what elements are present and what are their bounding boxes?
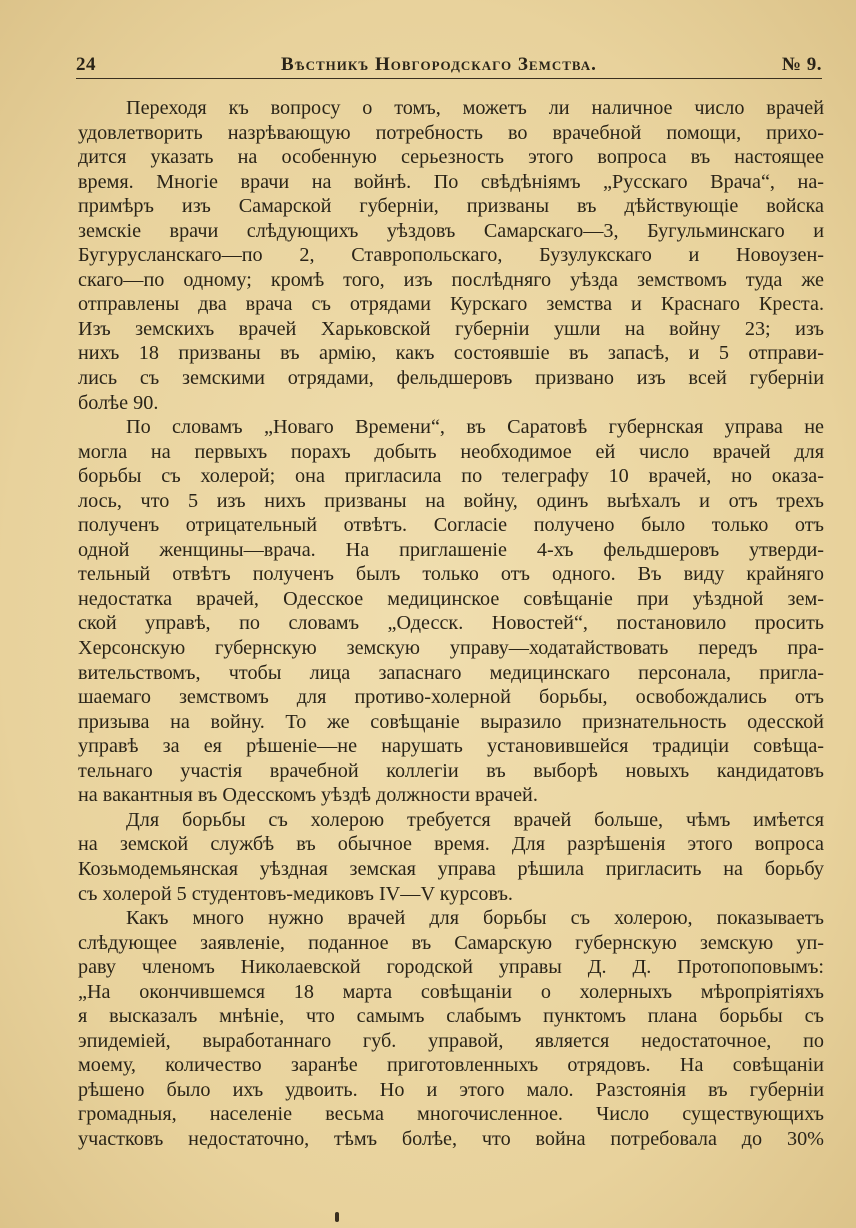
text-line: раву членомъ Николаевской городской управы Д. Д. Протопоповымъ: <box>78 956 824 979</box>
text-line: участковъ недостаточно, тѣмъ болѣе, что война потребовала до 30% <box>78 1127 824 1150</box>
text-line: Херсонскую губернскую земскую управу—ходатайствовать передъ пра- <box>78 637 824 660</box>
text-line: Для борьбы съ холерою требуется врачей больше, чѣмъ имѣется <box>126 808 824 831</box>
page-number: 24 <box>76 54 96 75</box>
journal-title: Вѣстникъ Новгородскаго Земства. <box>280 54 597 75</box>
issue-number: № 9. <box>781 54 822 75</box>
text-line: громадныя, населеніе весьма многочисленное. Число существующихъ <box>78 1103 824 1126</box>
text-line: болѣе 90. <box>78 391 159 414</box>
text-line: слѣдующее заявленіе, поданное въ Самарскую губернскую земскую уп- <box>78 931 824 954</box>
text-line: удовлетворить назрѣвающую потребность во врачебной помощи, прихо- <box>78 121 824 144</box>
text-line: я высказалъ мнѣніе, что самымъ слабымъ пунктомъ плана борьбы съ <box>78 1005 824 1028</box>
text-line: шаемаго земствомъ для противо-холерной борьбы, освобождались отъ <box>78 686 824 709</box>
text-line: примѣръ изъ Самарской губерніи, призваны въ дѣйствующіе войска <box>78 195 824 218</box>
text-line: моему, количество заранѣе приготовленныхъ отрядовъ. На совѣщаніи <box>78 1054 824 1077</box>
text-line: Изъ земскихъ врачей Харьковской губерніи ушли на войну 23; изъ <box>78 317 824 340</box>
header-rule <box>76 78 822 79</box>
text-line: тельнаго участія врачебной коллегіи въ выборѣ новыхъ кандидатовъ <box>78 759 824 782</box>
text-line: ской управѣ, по словамъ „Одесск. Новостей“, постановило просить <box>78 612 824 635</box>
text-line: полученъ отрицательный отвѣтъ. Согласіе получено было только отъ <box>78 514 824 537</box>
text-line: „На окончившемся 18 марта совѣщаніи о холерныхъ мѣропріятіяхъ <box>78 980 824 1003</box>
text-line: земскіе врачи слѣдующихъ уѣздовъ Самарскаго—3, Бугульминскаго и <box>78 219 824 242</box>
text-line: нихъ 18 призваны въ армію, какъ состоявшіе въ запасѣ, и 5 отправи- <box>78 342 824 365</box>
text-line: лось, что 5 изъ нихъ призваны на войну, одинъ выѣхалъ и отъ трехъ <box>78 489 824 512</box>
text-line: рѣшено было ихъ удвоить. Но и этого мало. Разстоянія въ губерніи <box>78 1078 824 1101</box>
text-line: борьбы съ холерой; она пригласила по телеграфу 10 врачей, но оказа- <box>78 465 824 488</box>
text-line: недостатка врачей, Одесское медицинское совѣщаніе при уѣздной зем- <box>78 587 824 610</box>
text-line: призыва на войну. То же совѣщаніе выразило признательность одесской <box>78 710 824 733</box>
text-line: дится указать на особенную серьезность этого вопроса въ настоящее <box>78 146 824 169</box>
text-line: лись съ земскими отрядами, фельдшеровъ призвано изъ всей губерніи <box>78 367 824 390</box>
text-line: съ холерой 5 студентовъ-медиковъ IV—V курсовъ. <box>78 882 513 905</box>
text-line: управѣ за ея рѣшеніе—не нарушать установившейся традиціи совѣща- <box>78 735 824 758</box>
text-line: тельный отвѣтъ полученъ былъ только отъ одного. Въ виду крайняго <box>78 563 824 586</box>
body-text <box>78 96 824 1152</box>
text-line: По словамъ „Новаго Времени“, въ Саратовѣ губернская управа не <box>126 416 824 439</box>
text-line: вительствомъ, чтобы лица запаснаго медицинскаго персонала, пригла- <box>78 661 824 684</box>
text-line: отправлены два врача съ отрядами Курскаго земства и Краснаго Креста. <box>78 293 824 316</box>
print-mark <box>335 1212 339 1222</box>
text-line: на земской службѣ въ обычное время. Для разрѣшенія этого вопроса <box>78 833 824 856</box>
text-line: могла на первыхъ порахъ добыть необходимое ей число врачей для <box>78 440 824 463</box>
text-line: Козьмодемьянская уѣздная земская управа рѣшила пригласить на борьбу <box>78 857 824 880</box>
text-line: скаго—по одному; кромѣ того, изъ послѣдняго уѣзда земствомъ туда же <box>78 268 824 291</box>
text-line: время. Многіе врачи на войнѣ. По свѣдѣніямъ „Русскаго Врача“, на- <box>78 170 824 193</box>
text-line: эпидеміей, выработаннаго губ. управой, является недостаточное, по <box>78 1029 824 1052</box>
text-line: Бугурусланскаго—по 2, Ставропольскаго, Бузулукскаго и Новоузен- <box>78 244 824 267</box>
text-line: на вакантныя въ Одесскомъ уѣздѣ должности врачей. <box>78 784 538 807</box>
text-line: одной женщины—врача. На приглашеніе 4-хъ фельдшеровъ утверди- <box>78 538 824 561</box>
text-line: Переходя къ вопросу о томъ, можетъ ли наличное число врачей <box>126 97 824 119</box>
running-header <box>76 42 822 76</box>
text-line: Какъ много нужно врачей для борьбы съ холерою, показываетъ <box>126 907 824 930</box>
